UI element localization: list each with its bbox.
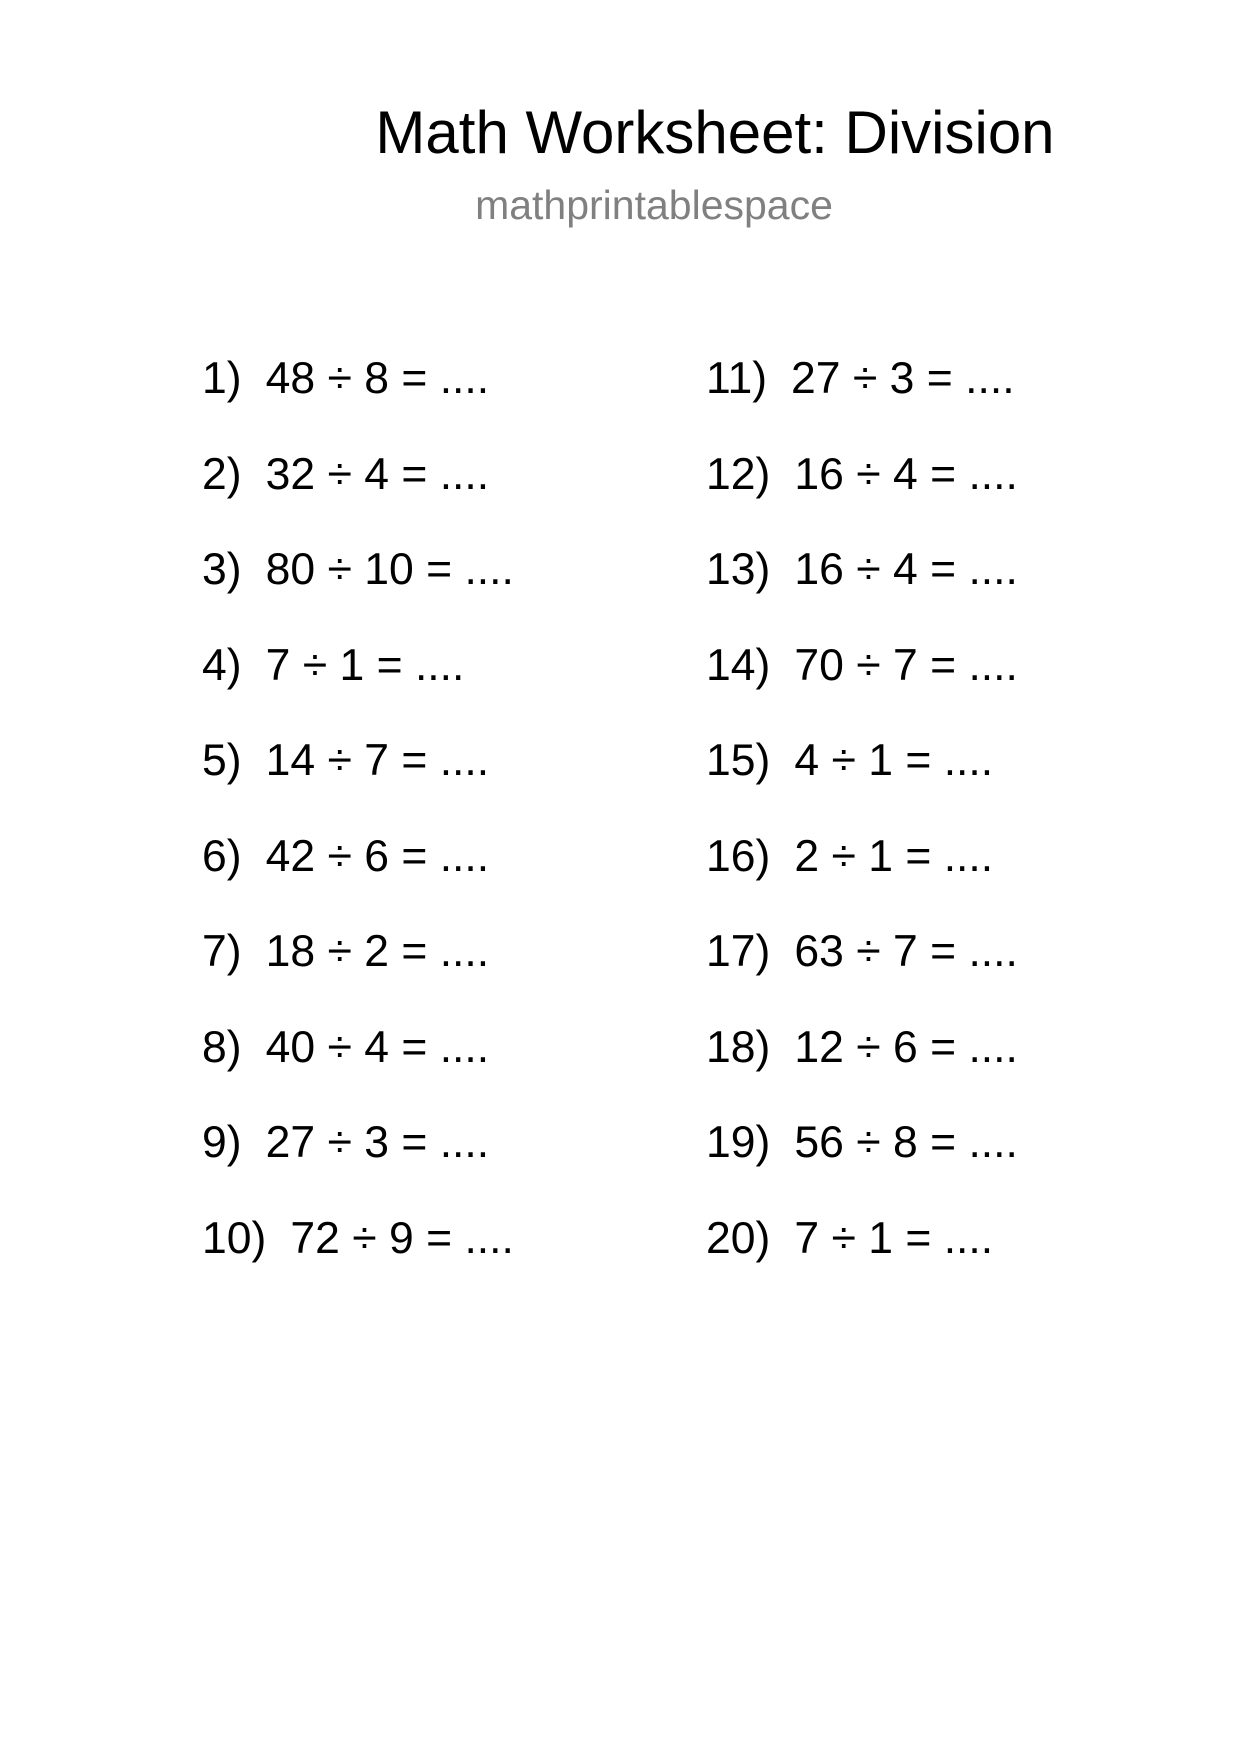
problem-number: 10) bbox=[202, 1213, 267, 1263]
problem-number: 19) bbox=[706, 1118, 771, 1167]
problem-item bbox=[202, 637, 514, 733]
problem-expression: 42 ÷ 6 = .... bbox=[265, 831, 490, 881]
problem-expression: 16 ÷ 4 = .... bbox=[794, 449, 1018, 499]
problem-item bbox=[706, 1114, 1018, 1210]
problem-expression: 7 ÷ 1 = .... bbox=[265, 640, 465, 690]
problem-expression: 72 ÷ 9 = .... bbox=[290, 1213, 514, 1263]
problem-expression: 12 ÷ 6 = .... bbox=[794, 1022, 1018, 1072]
problem-number: 17) bbox=[706, 927, 771, 976]
problem-expression: 80 ÷ 10 = .... bbox=[265, 545, 514, 594]
problem-item bbox=[202, 828, 514, 924]
problem-number: 4) bbox=[202, 640, 242, 690]
problem-number: 7) bbox=[202, 927, 242, 976]
problem-expression: 48 ÷ 8 = .... bbox=[265, 354, 490, 403]
problem-number: 9) bbox=[202, 1118, 242, 1167]
problem-item bbox=[706, 446, 1018, 542]
problem-expression: 63 ÷ 7 = .... bbox=[794, 927, 1018, 976]
worksheet-title: Math Worksheet: Division bbox=[375, 99, 1055, 166]
problem-number: 15) bbox=[706, 736, 771, 785]
problems-left-column bbox=[202, 350, 514, 1305]
problem-expression: 70 ÷ 7 = .... bbox=[794, 640, 1018, 690]
problem-number: 8) bbox=[202, 1022, 242, 1072]
problem-item bbox=[202, 1019, 514, 1115]
problem-number: 3) bbox=[202, 545, 242, 594]
worksheet-subtitle: mathprintablespace bbox=[475, 182, 833, 228]
problem-expression: 27 ÷ 3 = .... bbox=[791, 354, 1015, 403]
problem-number: 12) bbox=[706, 449, 771, 499]
problem-number: 16) bbox=[706, 831, 771, 881]
problem-item bbox=[706, 637, 1018, 733]
problem-item bbox=[706, 828, 1018, 924]
problem-number: 11) bbox=[706, 354, 768, 403]
problem-expression: 16 ÷ 4 = .... bbox=[794, 545, 1018, 594]
problem-expression: 32 ÷ 4 = .... bbox=[265, 449, 490, 499]
problem-item bbox=[706, 1210, 1018, 1306]
problem-number: 2) bbox=[202, 449, 242, 499]
problem-expression: 27 ÷ 3 = .... bbox=[265, 1118, 490, 1167]
problem-number: 6) bbox=[202, 831, 242, 881]
problem-item bbox=[706, 923, 1018, 1019]
problem-expression: 7 ÷ 1 = .... bbox=[794, 1213, 994, 1263]
problem-number: 18) bbox=[706, 1022, 771, 1072]
problem-number: 5) bbox=[202, 736, 242, 785]
problem-item bbox=[706, 350, 1018, 446]
problem-item bbox=[202, 732, 514, 828]
problem-item bbox=[202, 1114, 514, 1210]
problem-item bbox=[202, 541, 514, 637]
problem-item bbox=[202, 1210, 514, 1306]
problem-item bbox=[202, 446, 514, 542]
problem-item bbox=[706, 1019, 1018, 1115]
problem-item bbox=[706, 541, 1018, 637]
problem-number: 1) bbox=[202, 354, 242, 403]
problem-number: 20) bbox=[706, 1213, 771, 1263]
problem-number: 13) bbox=[706, 545, 771, 594]
problem-expression: 56 ÷ 8 = .... bbox=[794, 1118, 1018, 1167]
problem-item bbox=[202, 350, 514, 446]
problem-expression: 40 ÷ 4 = .... bbox=[265, 1022, 490, 1072]
problem-expression: 18 ÷ 2 = .... bbox=[265, 927, 490, 976]
problems-right-column bbox=[706, 350, 1018, 1305]
problem-item bbox=[202, 923, 514, 1019]
problem-expression: 2 ÷ 1 = .... bbox=[794, 831, 994, 881]
problem-expression: 4 ÷ 1 = .... bbox=[794, 736, 994, 785]
problem-number: 14) bbox=[706, 640, 771, 690]
problem-expression: 14 ÷ 7 = .... bbox=[265, 736, 490, 785]
problem-item bbox=[706, 732, 1018, 828]
